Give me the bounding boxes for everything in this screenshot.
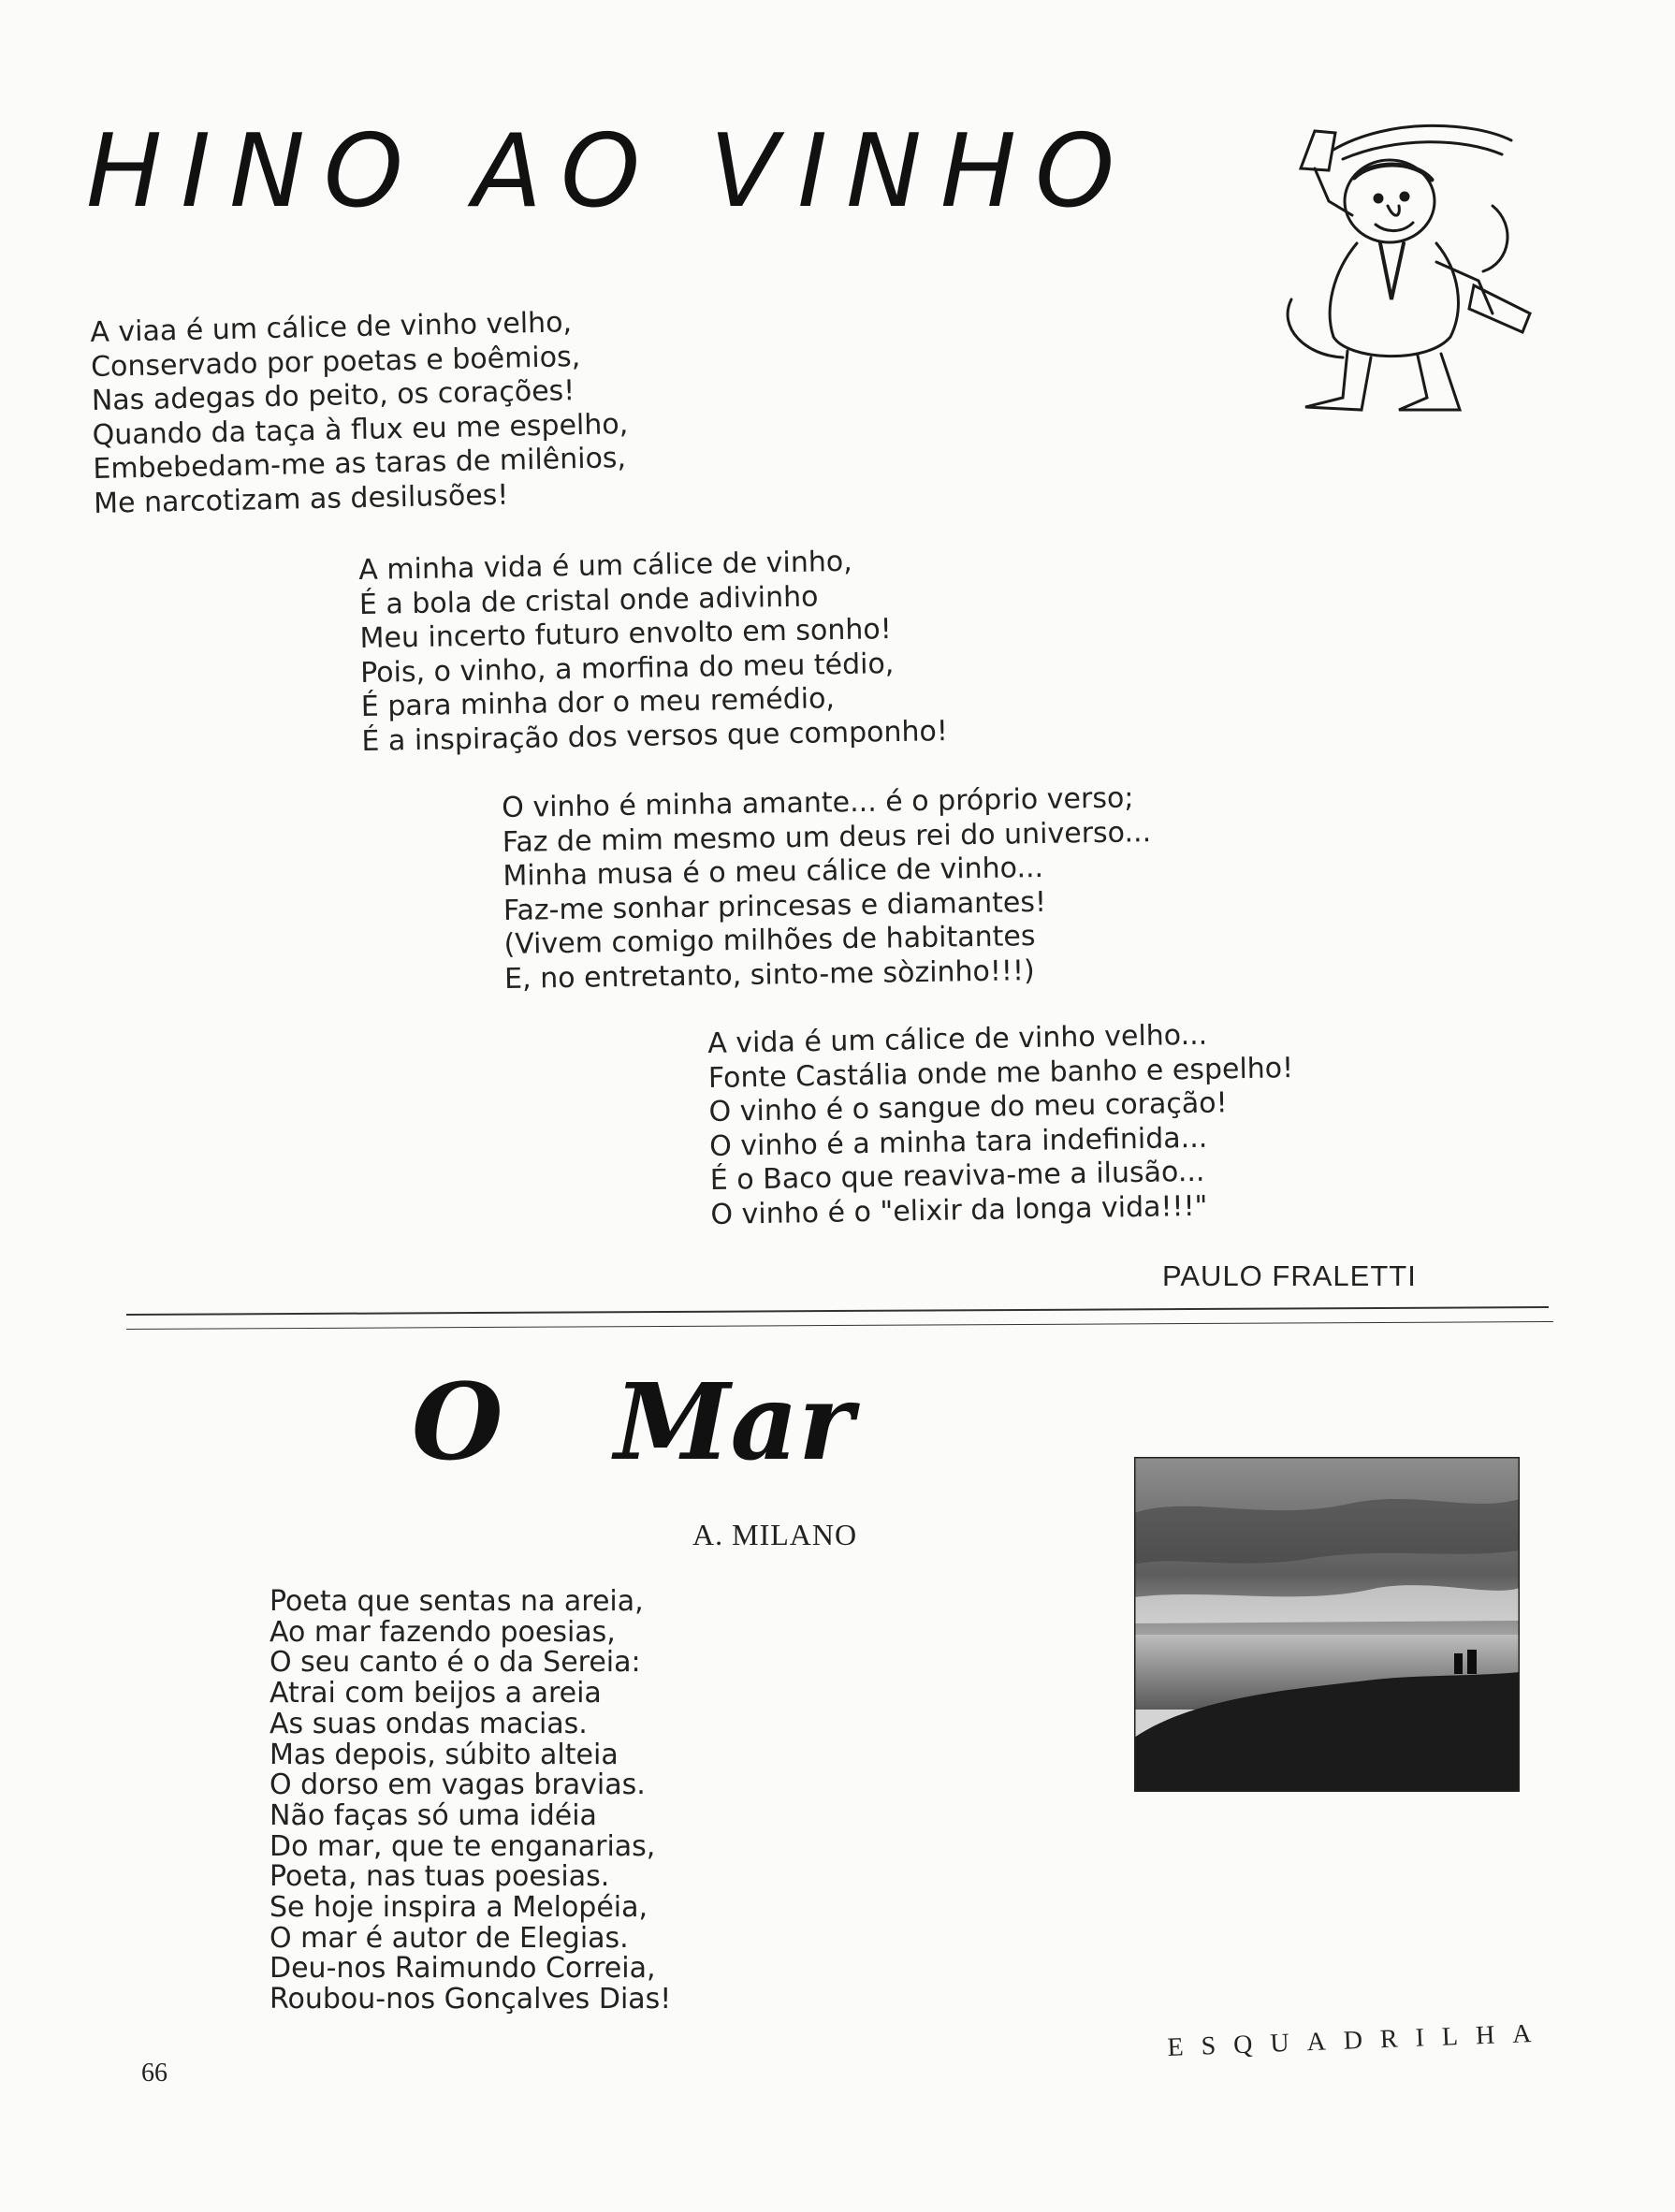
verse-line: Não faças só uma idéia bbox=[269, 1798, 597, 1832]
verse-line: É a inspiração dos versos que componho! bbox=[361, 714, 949, 758]
verse-line: Poeta que sentas na areia, bbox=[269, 1585, 644, 1618]
section-divider bbox=[126, 1306, 1549, 1316]
verse-line: Minha musa é o meu cálice de vinho... bbox=[502, 851, 1044, 893]
verse-line: Ao mar fazendo poesias, bbox=[269, 1615, 616, 1649]
verse-line: A viaa é um cálice de vinho velho, bbox=[90, 306, 573, 349]
verse-line: Quando da taça à flux eu me espelho, bbox=[92, 407, 629, 452]
verse-line: A vida é um cálice de vinho velho... bbox=[707, 1018, 1208, 1060]
verse-line: Nas adegas do peito, os corações! bbox=[91, 374, 575, 417]
section-divider bbox=[126, 1321, 1553, 1330]
verse-line: Meu incerto futuro envolto em sonho! bbox=[359, 613, 893, 655]
poem-author-a-milano: A. MILANO bbox=[692, 1518, 858, 1551]
verse-line: Me narcotizam as desilusões! bbox=[93, 478, 509, 520]
verse-line: E, no entretanto, sinto-me sòzinho!!!) bbox=[503, 953, 1035, 996]
verse-line: Embebedam-me as taras de milênios, bbox=[93, 442, 627, 486]
verse-line: O mar é autor de Elegias. bbox=[269, 1921, 629, 1955]
sea-shore-photo bbox=[1134, 1457, 1520, 1792]
verse-line: É a bola de cristal onde adivinho bbox=[358, 579, 819, 621]
page-number: 66 bbox=[141, 2059, 168, 2088]
verse-line: Deu-nos Raimundo Correia, bbox=[269, 1952, 656, 1986]
verse-line: As suas ondas macias. bbox=[269, 1707, 588, 1740]
verse-line: O vinho é o "elixir da longa vida!!!" bbox=[710, 1189, 1208, 1231]
verse-line: Mas depois, súbito alteia bbox=[269, 1738, 619, 1771]
verse-line: É para minha dor o meu remédio, bbox=[360, 682, 836, 723]
verse-line: O vinho é a minha tara indefinida... bbox=[708, 1121, 1208, 1163]
verse-line: O seu canto é o da Sereia: bbox=[269, 1646, 641, 1680]
verse-line: É o Baco que reaviva-me a ilusão... bbox=[709, 1155, 1205, 1197]
verse-line: O vinho é o sangue do meu coração! bbox=[708, 1086, 1228, 1128]
verse-line: Atrai com beijos a areia bbox=[269, 1677, 602, 1710]
verse-line: Pois, o vinho, a morfina do meu tédio, bbox=[359, 647, 895, 690]
verse-line: O dorso em vagas bravias. bbox=[269, 1768, 646, 1802]
verse-line: Roubou-nos Gonçalves Dias! bbox=[269, 1983, 672, 2016]
verse-line: Do mar, que te enganarias, bbox=[269, 1829, 656, 1863]
verse-line: Fonte Castália onde me banho e espelho! bbox=[707, 1051, 1294, 1095]
stanza-2 bbox=[358, 544, 948, 759]
verse-line: Faz de mim mesmo um deus rei do universo... bbox=[502, 815, 1152, 859]
magazine-name: ESQUADRILHA bbox=[1167, 2018, 1550, 2062]
verse-line: Conservado por poetas e boêmios, bbox=[90, 340, 581, 384]
stanza-4 bbox=[707, 1017, 1296, 1232]
verse-line: (Vivem comigo milhões de habitantes bbox=[503, 920, 1036, 961]
verse-line: A minha vida é um cálice de vinho, bbox=[358, 545, 852, 587]
poem-title-o-mar: O Mar bbox=[412, 1361, 854, 1484]
verse-line: Faz-me sonhar princesas e diamantes! bbox=[502, 885, 1047, 927]
poem-author-paulo-fraletti: PAULO FRALETTI bbox=[1162, 1259, 1417, 1292]
verse-line: Se hoje inspira a Melopéia, bbox=[269, 1891, 648, 1925]
verse-line: O vinho é minha amante... é o próprio verso; bbox=[502, 781, 1134, 824]
poem-title-hino-ao-vinho: HINO AO VINHO bbox=[86, 113, 1134, 230]
stanza-3 bbox=[502, 781, 1154, 997]
verse-line: Poeta, nas tuas poesias. bbox=[269, 1860, 610, 1894]
stanza-1 bbox=[90, 305, 630, 521]
poem-o-mar-verses bbox=[269, 1587, 671, 2016]
drinking-man-cartoon bbox=[1277, 112, 1539, 435]
